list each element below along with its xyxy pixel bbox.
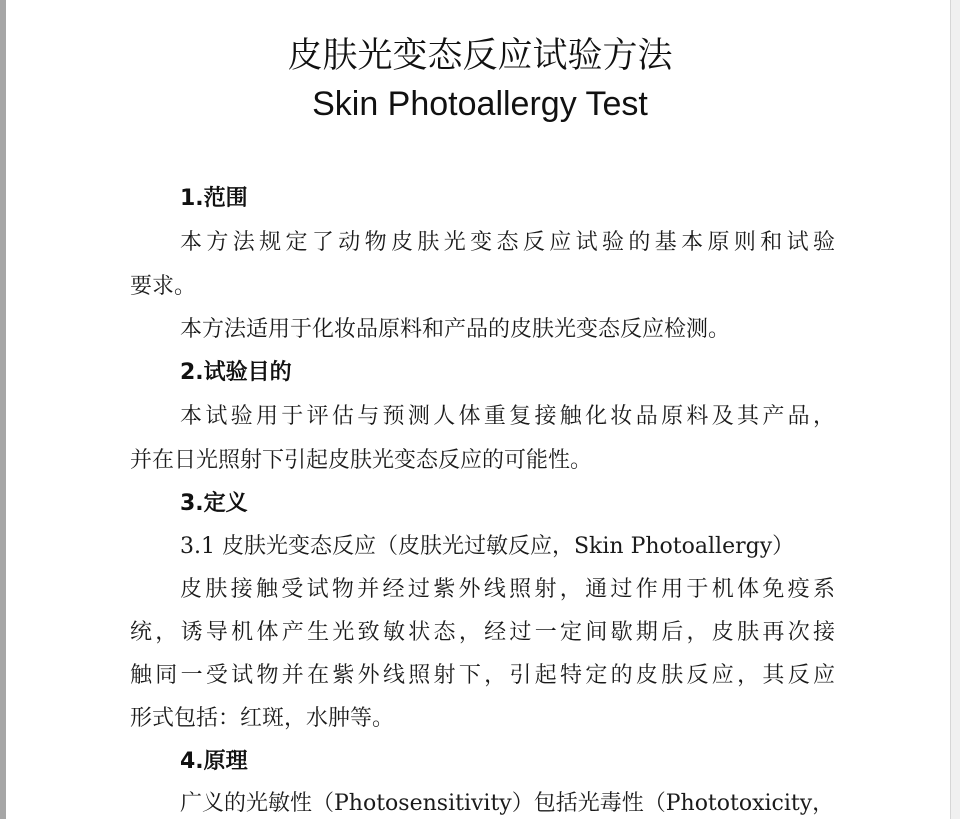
definition-line-4: 形式包括：红斑，水肿等。 — [130, 706, 395, 731]
scope-paragraph-1-line-1: 本方法规定了动物皮肤光变态反应试验的基本原则和试验 — [180, 230, 835, 255]
section-heading-definition: 3.定义 — [180, 491, 248, 516]
definition-subheading-3-1: 3.1 皮肤光变态反应（皮肤光过敏反应，Skin Photoallergy） — [180, 534, 795, 559]
purpose-line-2: 并在日光照射下引起皮肤光变态反应的可能性。 — [130, 448, 593, 473]
section-heading-purpose: 2.试验目的 — [180, 360, 292, 385]
document-title-chinese: 皮肤光变态反应试验方法 — [287, 36, 673, 76]
section-heading-scope: 1.范围 — [180, 186, 248, 211]
definition-line-1: 皮肤接触受试物并经过紫外线照射，通过作用于机体免疫系 — [180, 577, 835, 602]
definition-line-3: 触同一受试物并在紫外线照射下，引起特定的皮肤反应，其反应 — [130, 663, 835, 688]
definition-line-2: 统，诱导机体产生光致敏状态，经过一定间歇期后，皮肤再次接 — [130, 620, 835, 645]
scope-paragraph-1-line-2: 要求。 — [130, 274, 197, 299]
document-title-english: Skin Photoallergy Test — [312, 85, 648, 123]
principle-line-1: 广义的光敏性（Photosensitivity）包括光毒性（Phototoxicity， — [180, 791, 835, 816]
scope-paragraph-2: 本方法适用于化妆品原料和产品的皮肤光变态反应检测。 — [180, 317, 731, 342]
purpose-line-1: 本试验用于评估与预测人体重复接触化妆品原料及其产品， — [180, 404, 835, 429]
section-heading-principle: 4.原理 — [180, 749, 248, 774]
